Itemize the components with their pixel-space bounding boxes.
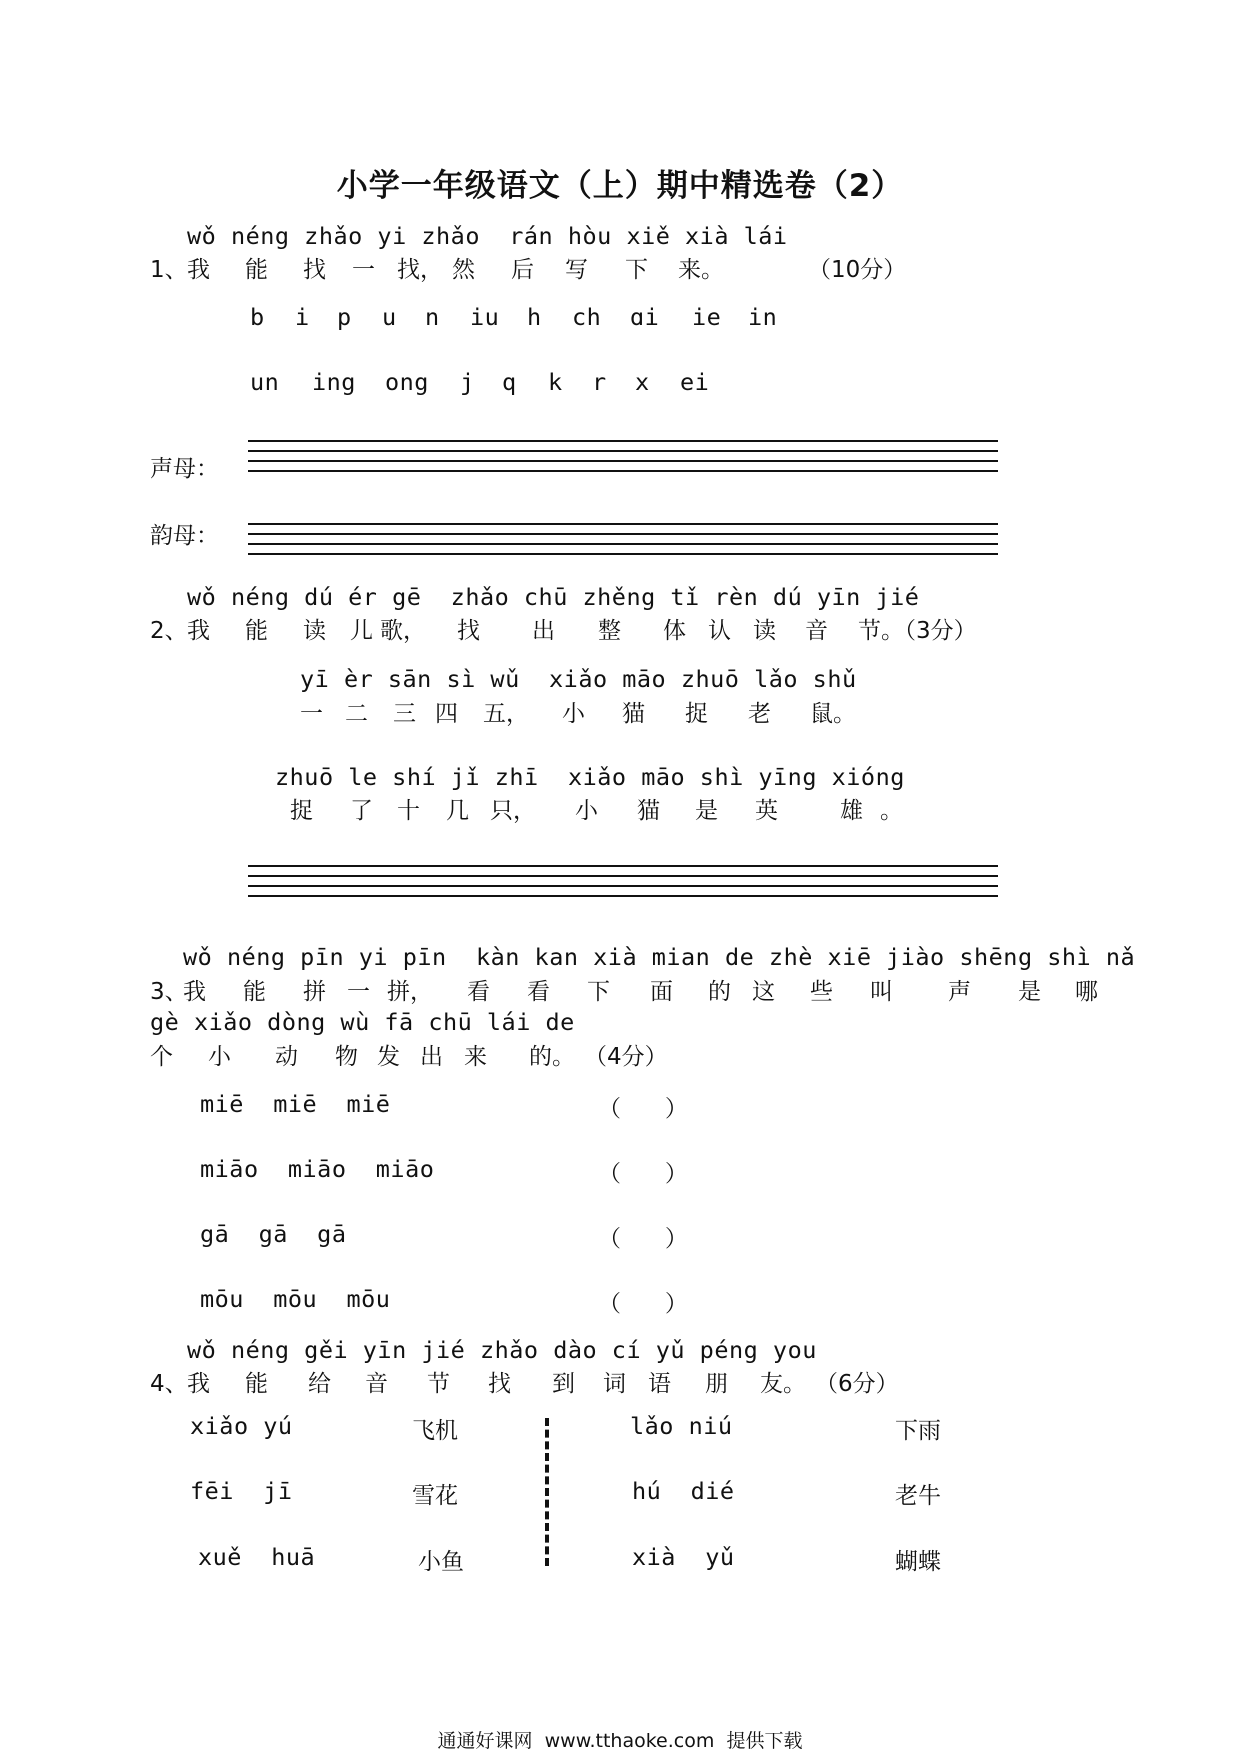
prompt-char: 哪 — [1075, 979, 1098, 1005]
prompt-char: 是 — [1018, 979, 1041, 1005]
rhyme-char: 二 — [345, 701, 368, 727]
letter: j — [460, 368, 475, 396]
prompt-char: 然 — [452, 257, 475, 283]
prompt-char: 叫 — [870, 979, 893, 1005]
q1-pinyin: wǒ néng zhǎo yi zhǎo rán hòu xiě xià lái — [187, 222, 788, 250]
prompt-char: 我 — [183, 979, 206, 1005]
prompt-char: 读 — [753, 618, 776, 644]
prompt-char: 小 — [208, 1044, 231, 1070]
q4-pinyin: wǒ néng gěi yīn jié zhǎo dào cí yǔ péng you — [187, 1336, 817, 1364]
q2-pinyin: wǒ néng dú ér gē zhǎo chū zhěng tǐ rèn dú yīn jié — [187, 583, 920, 611]
letter: ong — [385, 368, 429, 396]
divider-line — [545, 1418, 549, 1566]
prompt-char: 认 — [708, 618, 731, 644]
prompt-char: 音 — [805, 618, 828, 644]
match-word: 蝴蝶 — [895, 1549, 941, 1575]
letter: i — [295, 303, 310, 331]
match-pinyin: hú dié — [632, 1477, 735, 1505]
prompt-char: 物 — [335, 1044, 358, 1070]
rhyme-line-1-pinyin: yī èr sān sì wǔ xiǎo māo zhuō lǎo shǔ — [300, 665, 857, 693]
letter: u — [382, 303, 397, 331]
q3-pinyin-1: wǒ néng pīn yi pīn kàn kan xià mian de zhè xiē jiào shēng shì nǎ — [183, 943, 1136, 971]
answer-blank[interactable]: （ ） — [598, 1226, 688, 1252]
prompt-char: 来。 — [678, 257, 724, 283]
prompt-char: 能 — [243, 979, 266, 1005]
match-word: 小鱼 — [418, 1549, 464, 1575]
match-pinyin: xià yǔ — [632, 1543, 735, 1571]
prompt-char: 语 — [648, 1371, 671, 1397]
letter: ch — [572, 303, 602, 331]
prompt-char: 声 — [948, 979, 971, 1005]
q4-number: 4、 — [150, 1371, 188, 1397]
prompt-char: 来 — [464, 1044, 487, 1070]
letter: b — [250, 303, 265, 331]
match-pinyin: fēi jī — [190, 1477, 293, 1505]
prompt-char: 面 — [650, 979, 673, 1005]
prompt-char: 我 — [187, 1371, 210, 1397]
prompt-char: 儿 — [350, 618, 373, 644]
letter: un — [250, 368, 280, 396]
prompt-char: 写 — [565, 257, 588, 283]
letter: h — [527, 303, 542, 331]
match-word: 雪花 — [412, 1483, 458, 1509]
prompt-char: 的 — [708, 979, 731, 1005]
rhyme-char: 老 — [748, 701, 771, 727]
sound-item: miē miē miē — [200, 1090, 391, 1118]
rhyme-char: 四 — [435, 701, 458, 727]
match-word: 飞机 — [412, 1418, 458, 1444]
q3-pinyin-2: gè xiǎo dòng wù fā chū lái de — [150, 1008, 575, 1036]
prompt-char: 拼 — [303, 979, 326, 1005]
rhyme-char: 小 — [562, 701, 585, 727]
letter: n — [425, 303, 440, 331]
rhyme-char: 几 — [446, 798, 469, 824]
answer-blank[interactable]: （ ） — [598, 1161, 688, 1187]
prompt-char: 读 — [303, 618, 326, 644]
q3-number: 3、 — [150, 979, 188, 1005]
answer-blank[interactable]: （ ） — [598, 1096, 688, 1122]
rhyme-char: 小 — [575, 798, 598, 824]
rhyme-char: 三 — [393, 701, 416, 727]
rhyme-char: 雄 — [840, 798, 863, 824]
prompt-char: 下 — [625, 257, 648, 283]
prompt-char: 后 — [511, 257, 534, 283]
letter: iu — [470, 303, 500, 331]
letter: x — [635, 368, 650, 396]
prompt-char: 拼， — [387, 979, 433, 1005]
prompt-char: 我 — [187, 257, 210, 283]
prompt-char: 找 — [303, 257, 326, 283]
prompt-char: 到 — [552, 1371, 575, 1397]
sound-item: mōu mōu mōu — [200, 1285, 391, 1313]
match-word: 老牛 — [895, 1483, 941, 1509]
q2-score: （3分） — [893, 618, 977, 644]
sound-item: miāo miāo miāo — [200, 1155, 435, 1183]
rhyme-char: 了 — [350, 798, 373, 824]
prompt-char: 个 — [150, 1044, 173, 1070]
prompt-char: 节。 — [858, 618, 904, 644]
letter: in — [748, 303, 778, 331]
prompt-char: 出 — [420, 1044, 443, 1070]
prompt-char: 动 — [275, 1044, 298, 1070]
prompt-char: 下 — [587, 979, 610, 1005]
q1-score: （10分） — [808, 257, 907, 283]
prompt-char: 朋 — [705, 1371, 728, 1397]
shengmu-writing-lines[interactable] — [248, 440, 998, 480]
prompt-char: 我 — [187, 618, 210, 644]
rhyme-char: 猫 — [622, 701, 645, 727]
rhyme-char: 猫 — [637, 798, 660, 824]
prompt-char: 一 — [352, 257, 375, 283]
letter: ei — [680, 368, 710, 396]
rhyme-char: 十 — [397, 798, 420, 824]
q3-score: （4分） — [584, 1044, 668, 1070]
q1-number: 1、 — [150, 257, 188, 283]
yunmu-writing-lines[interactable] — [248, 523, 998, 563]
match-pinyin: xuě huā — [198, 1543, 316, 1571]
prompt-char: 的。 — [529, 1044, 575, 1070]
letter: ing — [312, 368, 356, 396]
match-pinyin: xiǎo yú — [190, 1412, 293, 1440]
prompt-char: 能 — [245, 257, 268, 283]
q2-writing-lines[interactable] — [248, 865, 998, 905]
prompt-char: 音 — [365, 1371, 388, 1397]
prompt-char: 找， — [397, 257, 443, 283]
letter: p — [337, 303, 352, 331]
rhyme-char: 只， — [490, 798, 536, 824]
rhyme-line-2-pinyin: zhuō le shí jǐ zhī xiǎo māo shì yīng xióng — [275, 763, 905, 791]
letter: q — [502, 368, 517, 396]
letter: r — [592, 368, 607, 396]
prompt-char: 一 — [347, 979, 370, 1005]
prompt-char: 整 — [598, 618, 621, 644]
rhyme-char: 一 — [300, 701, 323, 727]
prompt-char: 看 — [527, 979, 550, 1005]
letter: k — [548, 368, 563, 396]
rhyme-char: 捉 — [290, 798, 313, 824]
sound-item: gā gā gā — [200, 1220, 347, 1248]
page-title: 小学一年级语文（上）期中精选卷（2） — [336, 168, 904, 204]
rhyme-char: 英 — [755, 798, 778, 824]
prompt-char: 找 — [488, 1371, 511, 1397]
prompt-char: 找 — [457, 618, 480, 644]
prompt-char: 这 — [752, 979, 775, 1005]
prompt-char: 能 — [245, 1371, 268, 1397]
q4-score: （6分） — [815, 1371, 899, 1397]
label-shengmu: 声母： — [150, 456, 219, 482]
q2-number: 2、 — [150, 618, 188, 644]
letter: ie — [692, 303, 722, 331]
prompt-char: 能 — [245, 618, 268, 644]
prompt-char: 看 — [467, 979, 490, 1005]
prompt-char: 词 — [603, 1371, 626, 1397]
answer-blank[interactable]: （ ） — [598, 1291, 688, 1317]
rhyme-char: 是 — [695, 798, 718, 824]
match-pinyin: lǎo niú — [630, 1412, 733, 1440]
prompt-char: 些 — [810, 979, 833, 1005]
prompt-char: 出 — [532, 618, 555, 644]
rhyme-char: 。 — [880, 798, 903, 824]
prompt-char: 体 — [663, 618, 686, 644]
letter: ɑi — [630, 303, 660, 331]
footer-credit: 通通好课网 www.tthaoke.com 提供下载 — [437, 1730, 803, 1752]
prompt-char: 发 — [377, 1044, 400, 1070]
prompt-char: 友。 — [760, 1371, 806, 1397]
prompt-char: 节 — [427, 1371, 450, 1397]
rhyme-char: 五， — [483, 701, 529, 727]
match-word: 下雨 — [895, 1418, 941, 1444]
rhyme-char: 鼠。 — [810, 701, 856, 727]
prompt-char: 给 — [308, 1371, 331, 1397]
rhyme-char: 捉 — [685, 701, 708, 727]
prompt-char: 歌， — [380, 618, 426, 644]
label-yunmu: 韵母： — [150, 523, 219, 549]
